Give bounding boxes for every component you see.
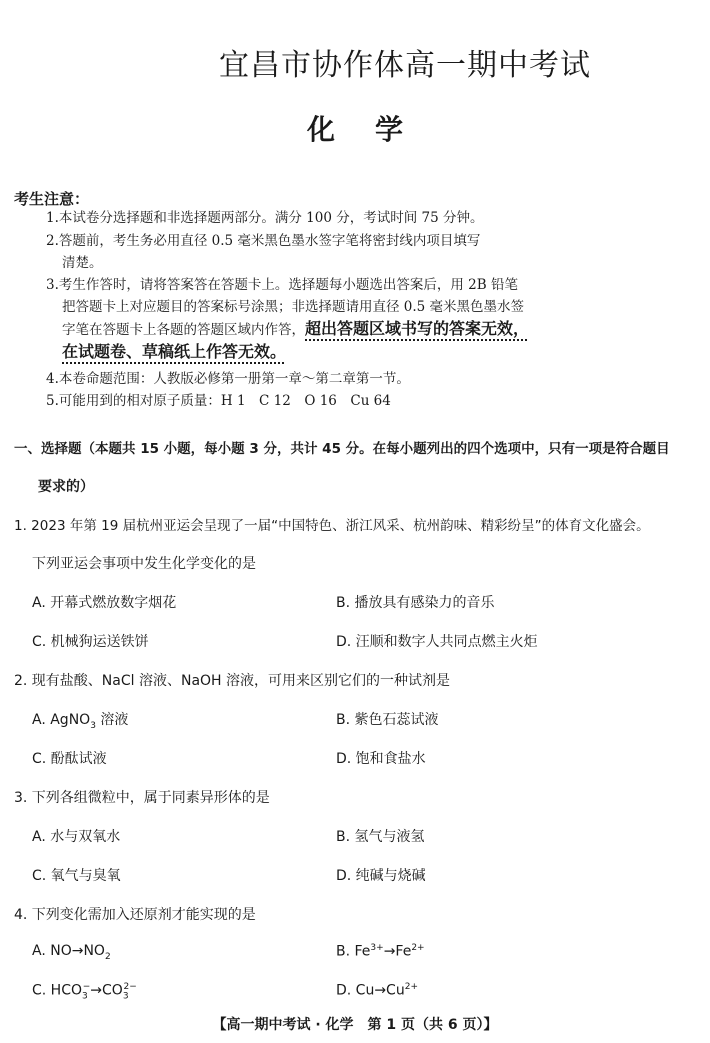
section-heading-cont: 要求的） bbox=[38, 479, 94, 495]
question-3-option-d: D. 纯碱与烧碱 bbox=[336, 868, 426, 884]
question-4-option-a: A. $NO\to NO_2$ bbox=[32, 943, 111, 962]
page-footer: 【高一期中考试 · 化学 第 1 页（共 6 页）】 bbox=[212, 1017, 498, 1033]
question-1-stem: 1. 2023 年第 19 届杭州亚运会呈现了一届“中国特色、浙江风采、杭州韵味、精彩纷呈”的体育文化盛会。 bbox=[14, 518, 650, 534]
question-4-stem: 4. 下列变化需加入还原剂才能实现的是 bbox=[14, 907, 256, 923]
question-3-stem: 3. 下列各组微粒中，属于同素异形体的是 bbox=[14, 790, 270, 806]
question-1-option-c: C. 机械狗运送铁饼 bbox=[32, 634, 149, 650]
notice-heading: 考生注意： bbox=[14, 190, 90, 208]
notice-item-5: 5.可能用到的相对原子质量：H 1 C 12 O 16 Cu 64 bbox=[46, 393, 391, 409]
question-1-option-b: B. 播放具有感染力的音乐 bbox=[336, 595, 495, 611]
question-2-option-c: C. 酚酞试液 bbox=[32, 751, 107, 767]
question-3-option-b: B. 氢气与液氢 bbox=[336, 829, 425, 845]
notice-item-3-plain: 字笔在答题卡上各题的答题区域内作答， bbox=[62, 322, 305, 338]
notice-item-3: 3.考生作答时，请将答案答在答题卡上。选择题每小题选出答案后，用 2B 铅笔 bbox=[46, 277, 518, 293]
notice-item-3-emphasis: 超出答题区域书写的答案无效， bbox=[305, 319, 530, 338]
question-1-option-a: A. 开幕式燃放数字烟花 bbox=[32, 595, 177, 611]
notice-item-3-cont2 bbox=[62, 318, 529, 341]
notice-item-1: 1.本试卷分选择题和非选择题两部分。满分 100 分，考试时间 75 分钟。 bbox=[46, 210, 484, 226]
notice-item-4: 4.本卷命题范围：人教版必修第一册第一章～第二章第一节。 bbox=[46, 371, 410, 387]
question-4-option-c: C. $HCO_3^-\to CO_3^{2-}$ bbox=[32, 982, 137, 1002]
question-2-option-b: B. 紫色石蕊试液 bbox=[336, 712, 439, 728]
question-3-option-a: A. 水与双氧水 bbox=[32, 829, 121, 845]
question-1-stem-cont: 下列亚运会事项中发生化学变化的是 bbox=[32, 556, 256, 572]
section-heading: 一、选择题（本题共 15 小题，每小题 3 分，共计 45 分。在每小题列出的四个选项中，只有一项是符合题目 bbox=[14, 441, 670, 457]
question-2-option-d: D. 饱和食盐水 bbox=[336, 751, 426, 767]
exam-title: 宜昌市协作体高一期中考试 bbox=[219, 48, 591, 83]
question-3-option-c: C. 氧气与臭氧 bbox=[32, 868, 121, 884]
subject-title: 化学 bbox=[306, 113, 443, 146]
question-4-option-d: D. $Cu\to Cu^{2+}$ bbox=[336, 982, 418, 999]
notice-item-3-emphasis-2: 在试题卷、草稿纸上作答无效。 bbox=[62, 342, 287, 361]
notice-item-2-cont: 清楚。 bbox=[62, 255, 103, 271]
question-4-option-b: B. $Fe^{3+}\to Fe^{2+}$ bbox=[336, 943, 425, 960]
question-1-option-d: D. 汪顺和数字人共同点燃主火炬 bbox=[336, 634, 538, 650]
notice-item-2: 2.答题前，考生务必用直径 0.5 毫米黑色墨水签字笔将密封线内项目填写 bbox=[46, 233, 481, 249]
question-2-stem: 2. 现有盐酸、NaCl 溶液、NaOH 溶液，可用来区别它们的一种试剂是 bbox=[14, 673, 451, 689]
question-2-option-a: A. AgNO$_3$ 溶液 bbox=[32, 712, 129, 731]
notice-item-3-cont: 把答题卡上对应题目的答案标号涂黑；非选择题请用直径 0.5 毫米黑色墨水签 bbox=[62, 299, 525, 315]
